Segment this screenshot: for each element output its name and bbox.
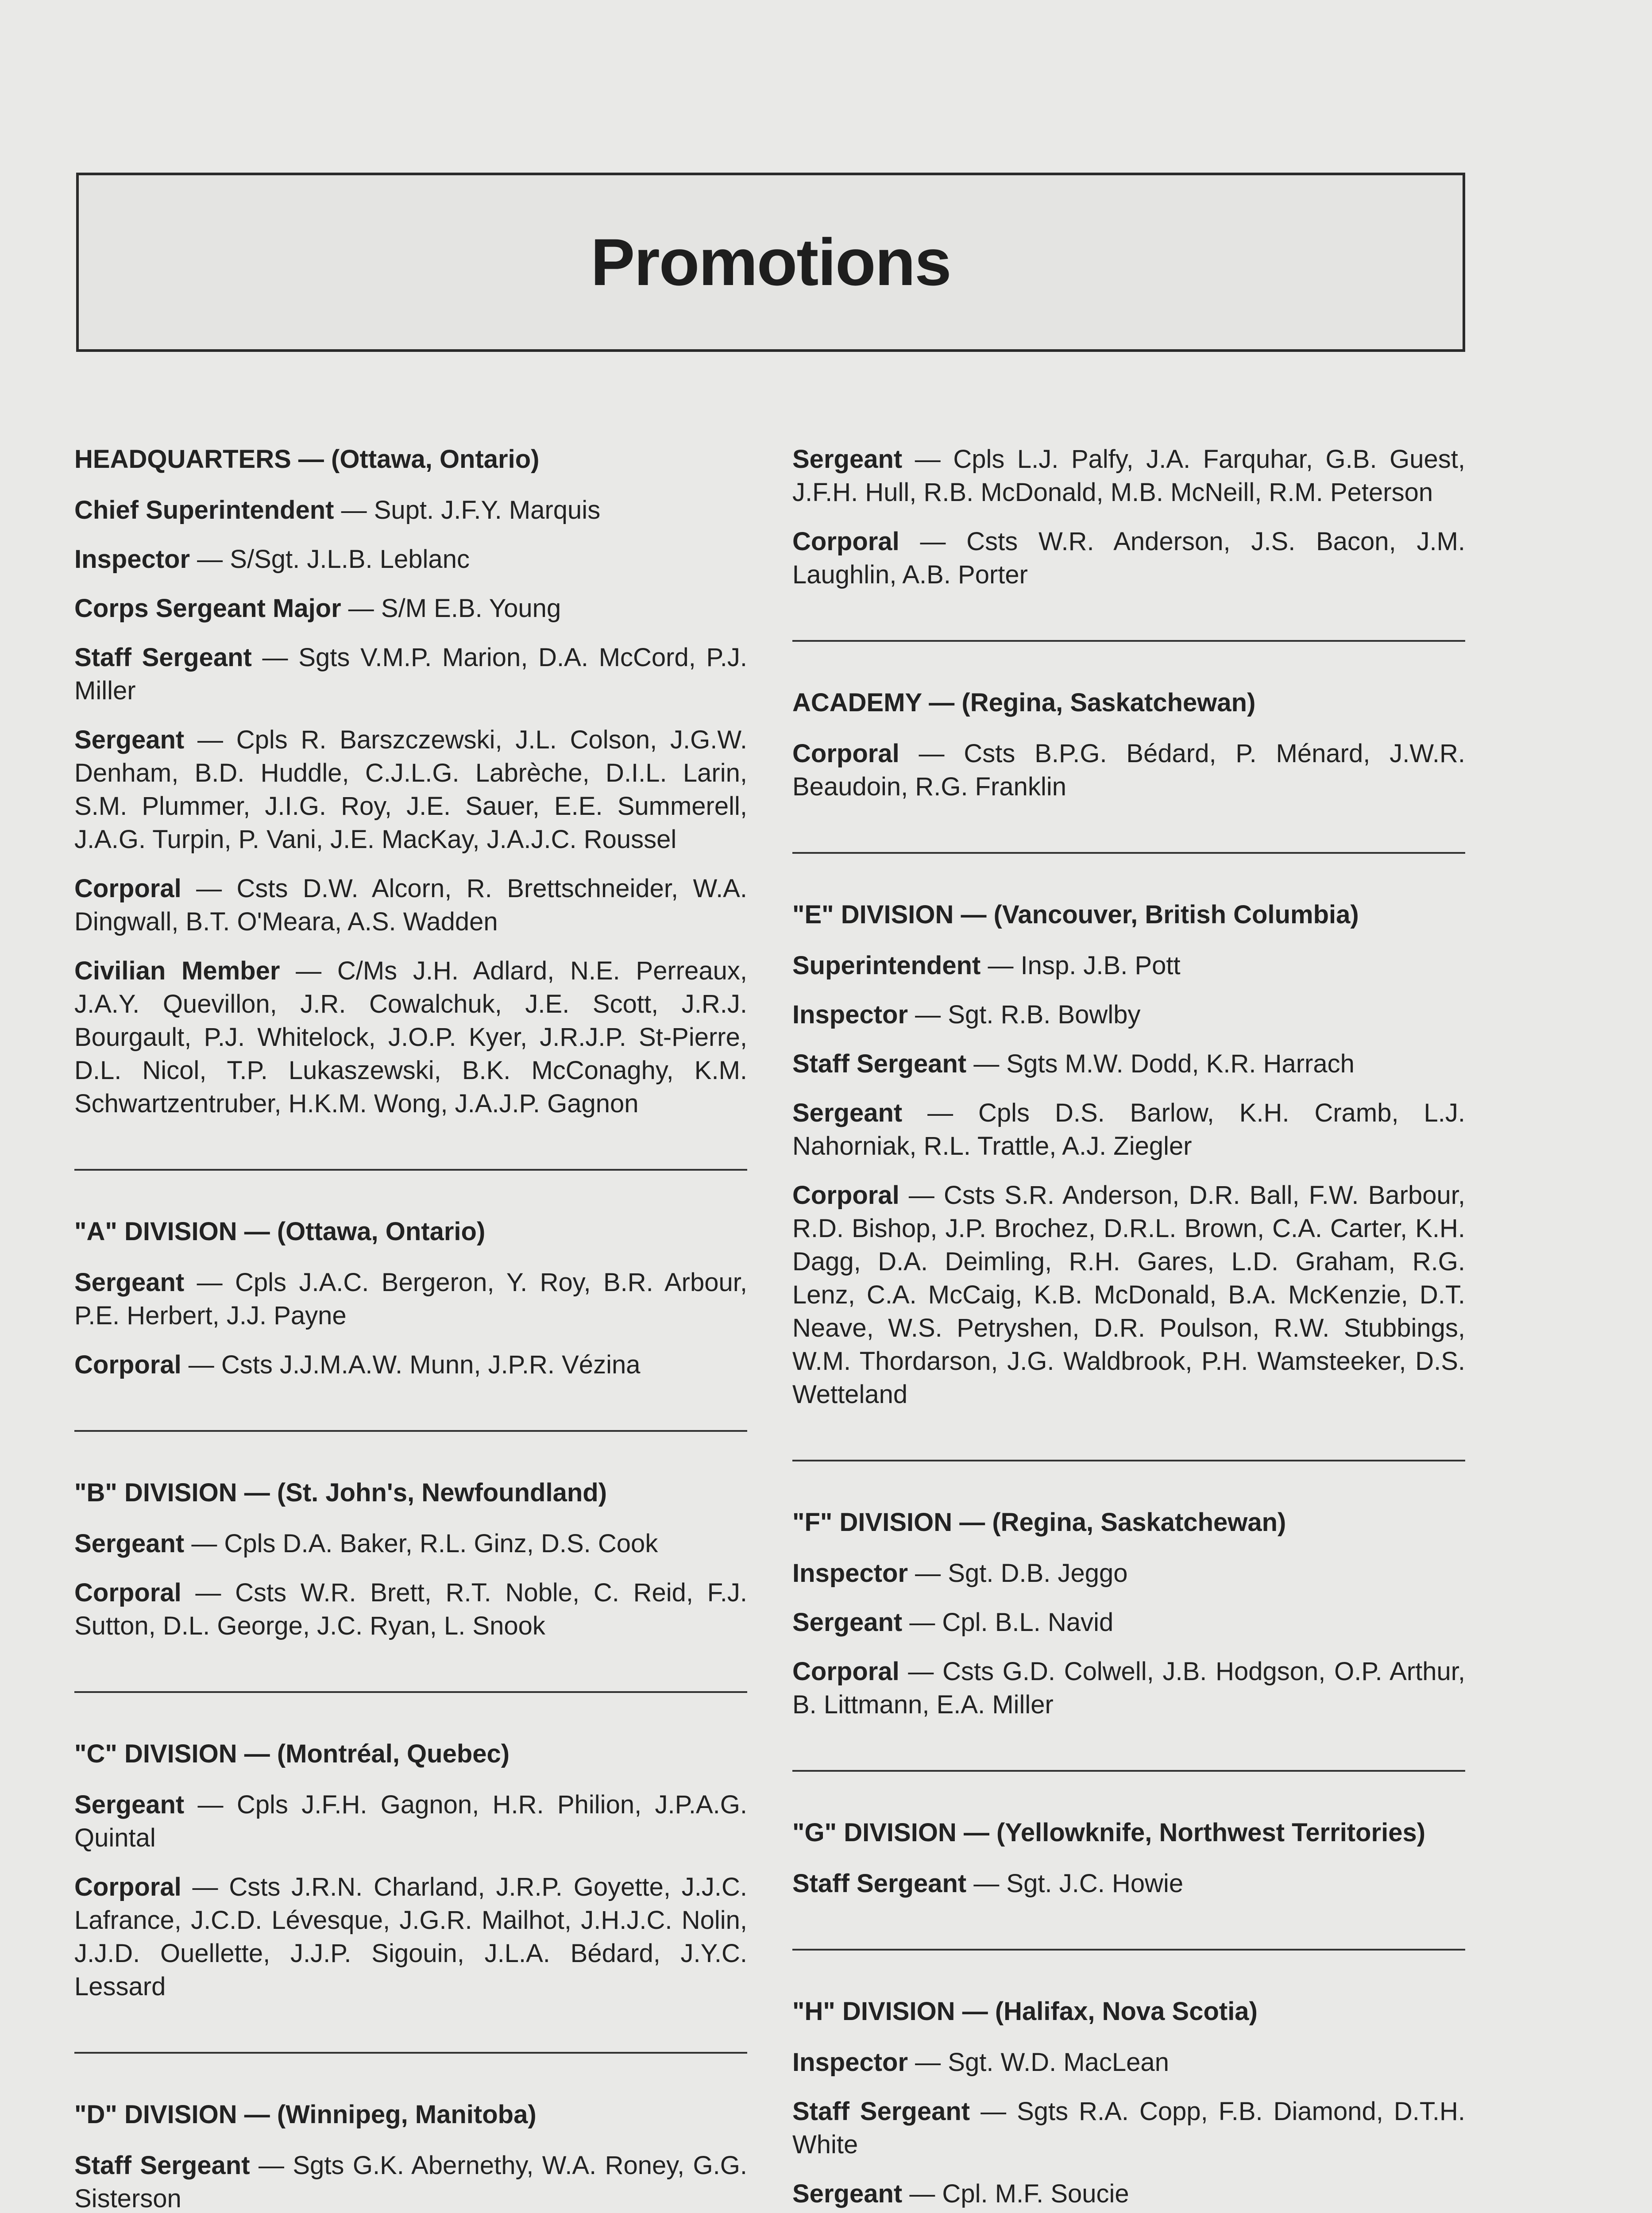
division-heading: "C" DIVISION — (Montréal, Quebec) (74, 1739, 510, 1768)
rank-label: Inspector (792, 2048, 908, 2077)
promotion-entry (792, 949, 1465, 982)
division-section (792, 898, 1465, 1411)
rank-label: Corps Sergeant Major (74, 594, 341, 623)
promoted-names: — Sgt. J.C. Howie (966, 1869, 1184, 1898)
promotion-entry (74, 1870, 747, 2003)
division-heading: ACADEMY — (Regina, Saskatchewan) (792, 688, 1256, 717)
promoted-names: — Cpls J.F.H. Gagnon, H.R. Philion, J.P.A.G. Quintal (74, 1790, 747, 1852)
promoted-names: — Sgt. R.B. Bowlby (908, 1000, 1141, 1029)
division-section (74, 1215, 747, 1381)
rank-label: Sergeant (74, 1268, 185, 1297)
right-column (792, 443, 1465, 2213)
division-section (792, 686, 1465, 803)
rank-label: Corporal (792, 527, 899, 556)
division-section (792, 1816, 1465, 1900)
promoted-names: — Csts W.R. Anderson, J.S. Bacon, J.M. Laughlin, A.B. Porter (792, 527, 1465, 589)
rank-label: Staff Sergeant (792, 1049, 967, 1078)
promoted-names: — Sgts M.W. Dodd, K.R. Harrach (966, 1049, 1355, 1078)
rank-label: Corporal (792, 739, 899, 768)
promotion-entry (792, 1606, 1465, 1639)
division-heading: "A" DIVISION — (Ottawa, Ontario) (74, 1217, 486, 1246)
rank-label: Sergeant (792, 445, 903, 474)
section-divider (792, 1770, 1465, 1772)
rank-label: Inspector (74, 545, 190, 574)
division-heading: "E" DIVISION — (Vancouver, British Columbia) (792, 900, 1359, 929)
rank-label: Corporal (74, 874, 181, 903)
division-section (74, 1476, 747, 1642)
promoted-names: — Insp. J.B. Pott (980, 951, 1181, 980)
promotion-entry (74, 1527, 747, 1560)
rank-label: Corporal (792, 1657, 899, 1686)
promotion-entry (792, 1557, 1465, 1590)
rank-label: Sergeant (792, 1608, 903, 1637)
promotion-entry (792, 2046, 1465, 2079)
rank-label: Inspector (792, 1559, 908, 1588)
section-divider (792, 640, 1465, 642)
promoted-names: — Cpls D.S. Barlow, K.H. Cramb, L.J. Nahorniak, R.L. Trattle, A.J. Ziegler (792, 1099, 1465, 1160)
promoted-names: — C/Ms J.H. Adlard, N.E. Perreaux, J.A.Y. Quevillon, J.R. Cowalchuk, J.E. Scott, J.R.J. Bourgault, P.J. Whitelock, J.O.P. Kyer, J.R.J.P. St-Pierre, D.L. Nicol, T.P. Lukaszewski, B.K. McConaghy, K.M. Schwartzentruber, H.K.M. Wong, J.A.J.P. Gagnon (74, 956, 747, 1118)
promoted-names: — Sgt. W.D. MacLean (908, 2048, 1169, 2077)
promoted-names: — Sgts R.A. Copp, F.B. Diamond, D.T.H. White (792, 2097, 1465, 2159)
promotion-entry (792, 1096, 1465, 1163)
division-heading: "F" DIVISION — (Regina, Saskatchewan) (792, 1508, 1286, 1537)
division-section (74, 443, 747, 1120)
division-section (792, 1506, 1465, 1721)
promotion-entry (74, 641, 747, 707)
rank-label: Sergeant (74, 1790, 185, 1819)
promoted-names: — S/M E.B. Young (341, 594, 561, 623)
promotion-entry (792, 2095, 1465, 2161)
rank-label: Staff Sergeant (74, 643, 252, 672)
rank-label: Chief Superintendent (74, 496, 334, 524)
title-box (76, 173, 1465, 352)
promotion-entry (74, 1576, 747, 1642)
promoted-names: — Csts W.R. Brett, R.T. Noble, C. Reid, F.J. Sutton, D.L. George, J.C. Ryan, L. Snook (74, 1578, 747, 1640)
rank-label: Corporal (74, 1578, 181, 1607)
promotion-entry (74, 723, 747, 856)
promotion-entry (792, 998, 1465, 1031)
section-divider (74, 1691, 747, 1693)
promoted-names: — Cpls J.A.C. Bergeron, Y. Roy, B.R. Arbour, P.E. Herbert, J.J. Payne (74, 1268, 747, 1330)
promoted-names: — Csts D.W. Alcorn, R. Brettschneider, W.A. Dingwall, B.T. O'Meara, A.S. Wadden (74, 874, 747, 936)
promotion-entry (792, 2177, 1465, 2210)
rank-label: Inspector (792, 1000, 908, 1029)
promotion-entry (792, 1655, 1465, 1721)
promotion-entry (792, 1047, 1465, 1080)
rank-label: Sergeant (792, 2179, 903, 2208)
section-divider (74, 1430, 747, 1432)
rank-label: Superintendent (792, 951, 981, 980)
division-section (74, 2098, 747, 2213)
section-divider (74, 1169, 747, 1171)
section-divider (74, 2052, 747, 2054)
page-title: Promotions (591, 225, 951, 299)
rank-label: Sergeant (792, 1099, 903, 1127)
rank-label: Corporal (792, 1181, 899, 1210)
promotion-entry (792, 443, 1465, 509)
promotion-entry (792, 525, 1465, 591)
promotion-entry (74, 1348, 747, 1381)
promoted-names: — Csts G.D. Colwell, J.B. Hodgson, O.P. Arthur, B. Littmann, E.A. Miller (792, 1657, 1465, 1719)
promotion-entry (74, 1266, 747, 1332)
section-divider (792, 1949, 1465, 1951)
promotion-entry (74, 872, 747, 938)
promotion-entry (792, 1179, 1465, 1411)
division-section (792, 1995, 1465, 2210)
division-heading: "H" DIVISION — (Halifax, Nova Scotia) (792, 1997, 1258, 2026)
division-heading: HEADQUARTERS — (Ottawa, Ontario) (74, 445, 540, 474)
promoted-names: — Cpls D.A. Baker, R.L. Ginz, D.S. Cook (184, 1529, 658, 1558)
division-heading: "G" DIVISION — (Yellowknife, Northwest Territories) (792, 1818, 1426, 1847)
rank-label: Sergeant (74, 725, 185, 754)
promoted-names: — Cpl. M.F. Soucie (902, 2179, 1129, 2208)
left-column (74, 443, 747, 2213)
promoted-names: — Cpl. B.L. Navid (902, 1608, 1114, 1637)
promotion-entry (74, 493, 747, 527)
promoted-names: — Cpls R. Barszczewski, J.L. Colson, J.G.W. Denham, B.D. Huddle, C.J.L.G. Labrèche, D.I.L. Larin, S.M. Plummer, J.I.G. Roy, J.E. Sauer, E.E. Summerell, J.A.G. Turpin, P. Vani, J.E. MacKay, J.A.J.C. Roussel (74, 725, 747, 854)
promoted-names: — Sgts V.M.P. Marion, D.A. McCord, P.J. Miller (74, 643, 747, 705)
promotion-entry (792, 737, 1465, 803)
rank-label: Civilian Member (74, 956, 280, 985)
promotion-entry (74, 954, 747, 1120)
rank-label: Staff Sergeant (74, 2151, 250, 2180)
promoted-names: — Csts B.P.G. Bédard, P. Ménard, J.W.R. Beaudoin, R.G. Franklin (792, 739, 1465, 801)
rank-label: Sergeant (74, 1529, 185, 1558)
promoted-names: — Sgt. D.B. Jeggo (908, 1559, 1128, 1588)
division-section (792, 443, 1465, 591)
promoted-names: — Csts S.R. Anderson, D.R. Ball, F.W. Barbour, R.D. Bishop, J.P. Brochez, D.R.L. Brown, C.A. Carter, K.H. Dagg, D.A. Deimling, R.H. Gares, L.D. Graham, R.G. Lenz, C.A. McCaig, K.B. McDonald, B.A. McKenzie, D.T. Neave, W.S. Petryshen, D.R. Poulson, R.W. Stubbings, W.M. Thordarson, J.G. Waldbrook, P.H. Wamsteeker, D.S. Wetteland (792, 1181, 1465, 1409)
promoted-names: — Sgts G.K. Abernethy, W.A. Roney, G.G. Sisterson (74, 2151, 747, 2213)
promoted-names: — Csts J.J.M.A.W. Munn, J.P.R. Vézina (181, 1350, 641, 1379)
promotion-entry (74, 592, 747, 625)
promotion-entry (74, 2149, 747, 2213)
section-divider (792, 852, 1465, 854)
section-divider (792, 1460, 1465, 1461)
promotion-entry (792, 1867, 1465, 1900)
promoted-names: — Cpls L.J. Palfy, J.A. Farquhar, G.B. Guest, J.F.H. Hull, R.B. McDonald, M.B. McNeill, R.M. Peterson (792, 445, 1465, 507)
division-section (74, 1737, 747, 2003)
rank-label: Corporal (74, 1350, 181, 1379)
promoted-names: — Supt. J.F.Y. Marquis (334, 496, 601, 524)
rank-label: Staff Sergeant (792, 1869, 967, 1898)
division-heading: "D" DIVISION — (Winnipeg, Manitoba) (74, 2100, 537, 2129)
promotion-entry (74, 1788, 747, 1854)
promoted-names: — S/Sgt. J.L.B. Leblanc (190, 545, 470, 574)
rank-label: Corporal (74, 1873, 181, 1901)
promotion-entry (74, 543, 747, 576)
rank-label: Staff Sergeant (792, 2097, 970, 2126)
division-heading: "B" DIVISION — (St. John's, Newfoundland) (74, 1478, 607, 1507)
promoted-names: — Csts J.R.N. Charland, J.R.P. Goyette, J.J.C. Lafrance, J.C.D. Lévesque, J.G.R. Mailhot, J.H.J.C. Nolin, J.J.D. Ouellette, J.J.P. Sigouin, J.L.A. Bédard, J.Y.C. Lessard (74, 1873, 747, 2001)
